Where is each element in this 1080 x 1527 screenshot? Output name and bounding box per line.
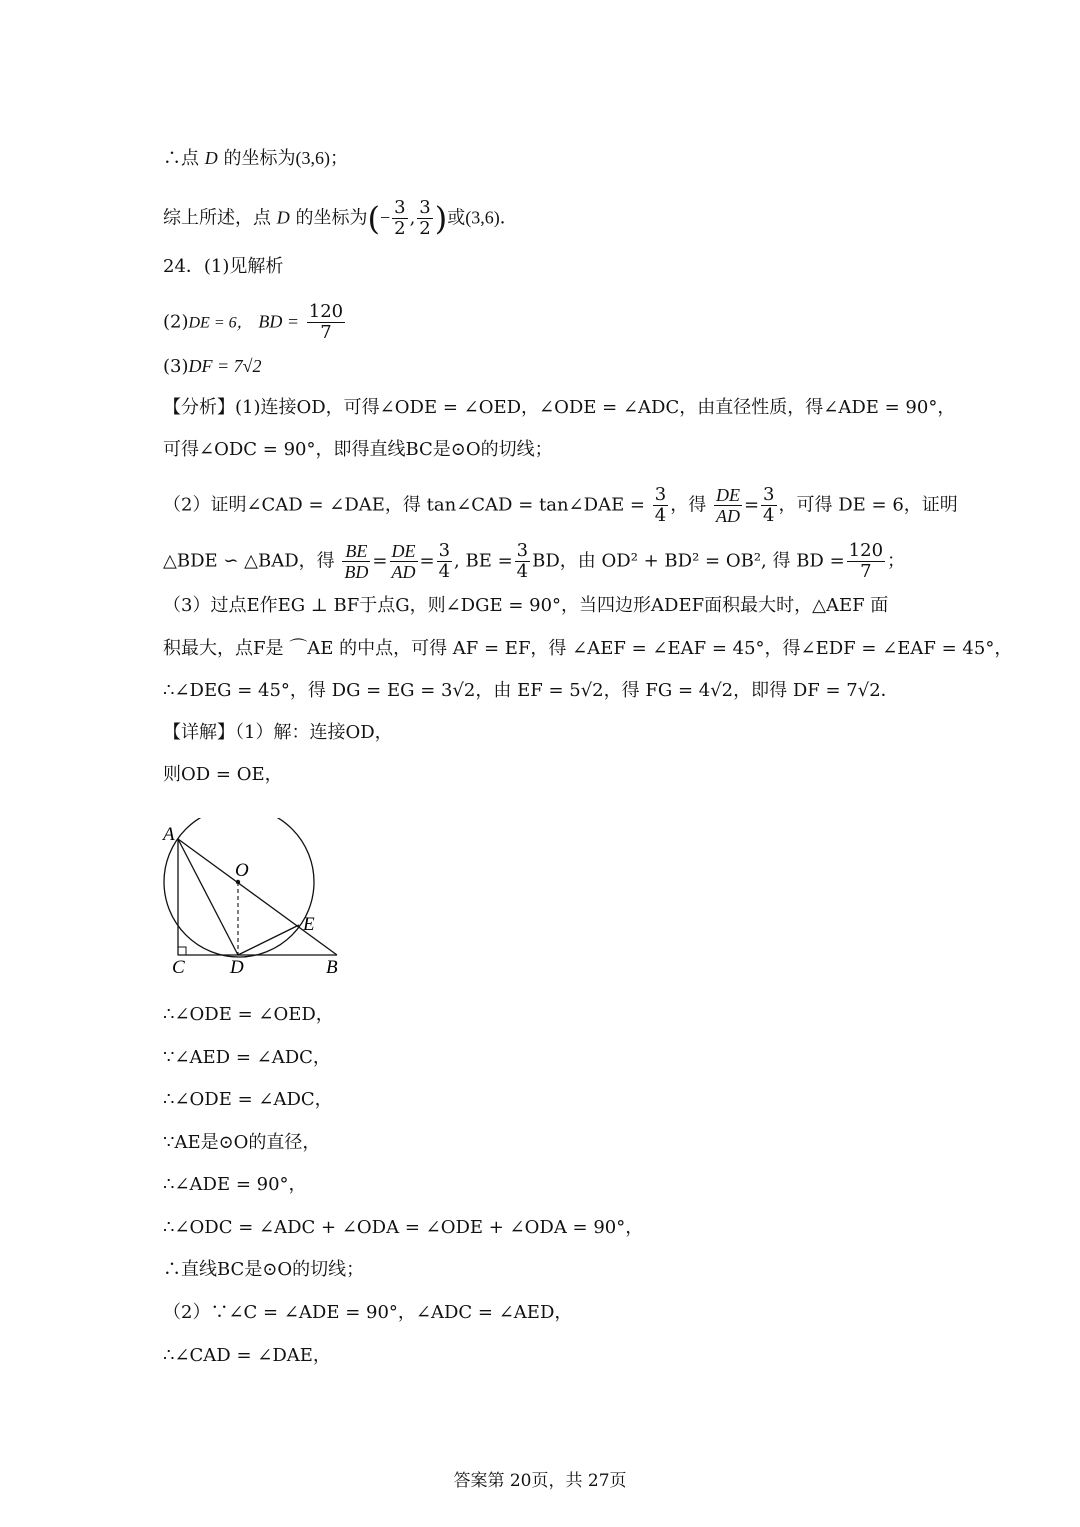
math: (3,6)； [295,148,348,168]
text-line: ∴∠CAD = ∠DAE， [163,1345,331,1366]
var: D [276,207,290,228]
var: D [204,148,218,168]
fraction: $\frac{3}{4}$ [763,484,775,526]
text-line: 积最大，点F是 ⌒AE 的中点，可得 AF = EF，得 ∠AEF = ∠EAF = 45°，得∠EDF = ∠EAF = 45°， [163,638,1013,659]
text: 的坐标为 [295,207,368,229]
text-line: 【分析】(1)连接OD，可得∠ODE = ∠OED，∠ODE = ∠ADC，由直径性质，得∠ADE = 90°， [163,397,956,418]
text: ∴点 [163,148,199,169]
fraction: $\frac{DE}{AD}$ [391,541,416,582]
fraction: $\frac{3}{2}$ [394,197,406,239]
fraction: $\frac{3}{4}$ [438,540,451,582]
math: BD = [258,311,300,332]
text-line: ∵AE是⊙O的直径， [163,1132,321,1153]
text-line [163,302,347,343]
geometry-figure [155,818,355,978]
text-line: ∴∠ODE = ∠OED， [163,1004,334,1025]
fraction: $\frac{BE}{BD}$ [344,541,369,582]
label-d: D [230,957,244,978]
fraction: $\frac{3}{4}$ [516,540,529,582]
fraction: $\frac{3}{2}$ [419,197,431,239]
text-line: ∴∠ODE = ∠ADC， [163,1089,333,1110]
math: 或(3,6)． [447,207,518,228]
right-angle-mark [178,947,186,955]
label-a: A [163,824,175,845]
text-line [163,485,958,526]
text: (3) [163,356,189,377]
text-line: （3）过点E作EG ⊥ BF于点G，则∠DGE = 90°，当四边形ADEF面积最大时，△AEF 面 [163,595,889,616]
text-line: ∴∠DEG = 45°，得 DG = EG = 3√2，由 EF = 5√2，得 FG = 4√2，即得 DF = 7√2． [163,680,899,701]
math: DF = 7√2 [188,356,262,376]
text-line [163,145,348,172]
text: 综上所述，点 [163,207,271,229]
text: △BDE ∽ △BAD，得 [163,550,335,572]
label-e: E [303,914,315,935]
text: ，可得 DE = 6，证明 [778,494,958,516]
fraction: $\frac{3}{4}$ [654,484,667,526]
fraction: $\frac{DE}{AD}$ [715,485,740,526]
label-b: B [326,957,338,978]
text-line: ∴∠ADE = 90°， [163,1174,307,1195]
text-line: 综上所述，点 D 的坐标为(− $\frac{3}{2}$ , $\frac{3}{2}$ )或(3,6)． [163,197,518,239]
label-c: C [172,957,185,978]
fraction: $\frac{120}{7}$ [848,540,884,582]
text-line: ∴直线BC是⊙O的切线； [163,1259,365,1280]
sign: − [379,207,391,228]
text-line: △BDE ∽ △BAD，得 $\frac{BE}{BD}$ = $\frac{DE}{AD}$ = $\frac{3}{4}$ , BE = $\frac{3}{4}$ BD，由 OD² + BD² = OB², 得 BD = $\frac{120}{7}$ ； [163,540,906,582]
text-line: ∵∠AED = ∠ADC， [163,1047,331,1068]
label-o: O [235,860,249,881]
text: ，得 [670,494,707,516]
text: (2) [163,311,189,333]
text-line: 24．(1)见解析 [163,256,284,277]
fraction: $\frac{120}{7}$ [308,301,344,343]
text: = [743,494,760,516]
segment-ab [178,839,337,955]
text-line: 【详解】（1）解：连接OD， [163,722,393,743]
text-line: ∴∠ODC = ∠ADC + ∠ODA = ∠ODE + ∠ODA = 90°， [163,1217,644,1238]
text-line [163,353,262,380]
page-footer: 答案第 20页，共 27页 [453,1471,627,1491]
math: DE = 6， [188,314,253,332]
text-line: 可得∠ODC = 90°，即得直线BC是⊙O的切线； [163,439,553,460]
text: 的坐标为 [223,148,296,169]
segment-ad [178,839,238,955]
text-line: 则OD = OE， [163,764,283,785]
circle-o [164,818,314,957]
text: （2）证明∠CAD = ∠DAE，得 tan∠CAD = tan∠DAE = [163,494,646,516]
text-line: （2）∵∠C = ∠ADE = 90°，∠ADC = ∠AED， [163,1302,573,1323]
